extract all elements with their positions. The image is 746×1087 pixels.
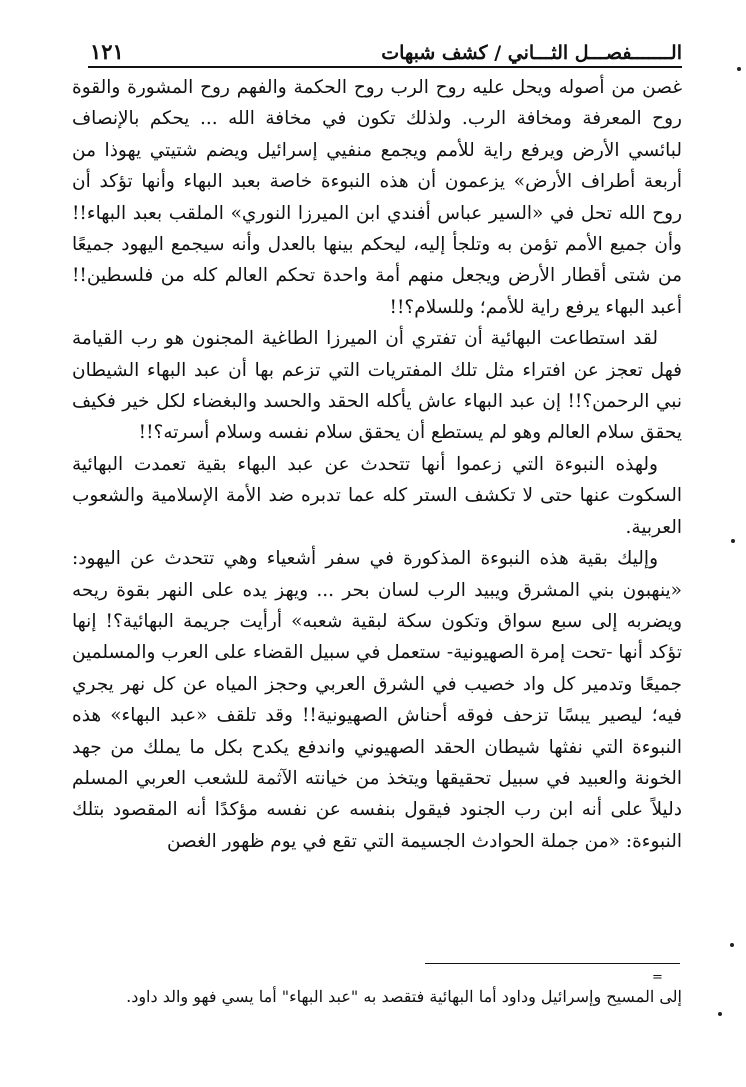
paragraph-2: لقد استطاعت البهائية أن تفتري أن الميرزا الطاغية المجنون هو رب القيامة فهل تعجز عن افتراء مثل تلك المفتريات التي تزعم بها أن عبد البهاء الشيطان نبي الرحمن؟!! إن عبد البهاء عاش يأكله الحقد والحسد والبغضاء لكل خير فكيف يحقق سلام العالم وهو لم يستطع أن يحقق سلام نفسه وسلام أسرته؟!! <box>72 328 682 444</box>
paragraph-4: وإليك بقية هذه النبوءة المذكورة في سفر أشعياء وهي تتحدث عن اليهود: «ينهبون بني المشرق ويبيد الرب لسان بحر ... ويهز يده على النهر بقوة ريحه ويضربه إلى سبع سواق وتكون سكة لبقية شعبه» أرأيت جريمة البهائية؟! إنها تؤكد أنها -تحت إمرة الصهيونية- ستعمل في سبيل القضاء على العرب والمسلمين جميعًا وتدمير كل واد خصيب في الشرق العربي وحجز المياه عن كل نهر يجري فيه؛ ليصير يبسًا تزحف فوقه أحناش الصهيونية!! وقد تلقف «عبد البهاء» هذه النبوءة التي نفثها شيطان الحقد الصهيوني واندفع يكدح بكل ما يملك من جهد الخونة والعبيد في سبيل تحقيقها ويتخذ من خيانته الآثمة للشعب العربي المسلم دليلاً على أنه ابن رب الجنود فيقول بنفسه عن نفسه مؤكدًا أنه المقصود بتلك النبوءة: «من جملة الحوادث الجسيمة التي تقع في يوم ظهور الغصن <box>72 548 682 852</box>
page-header <box>90 34 682 64</box>
footnote: إلى المسيح وإسرائيل وداود أما البهائية فتقصد به "عبد البهاء" أما يسي فهو والد داود. <box>126 987 682 1006</box>
scan-dot <box>731 539 735 543</box>
scan-dot <box>730 943 734 947</box>
paragraph-3: ولهذه النبوءة التي زعموا أنها تتحدث عن عبد البهاء بقية تعمدت البهائية السكوت عنها حتى لا تكشف الستر كله عما تدبره ضد الأمة الإسلامية والشعوب العربية. <box>72 453 682 538</box>
paragraph-1: غصن من أصوله ويحل عليه روح الرب روح الحكمة والفهم روح المشورة والقوة روح المعرفة ومخافة الرب. ولذلك تكون في مخافة الله ... يحكم بالإنصاف لبائسي الأرض ويرفع راية للأمم ويجمع منفيي إسرائيل ويضم شتيتي يهوذا من أربعة أطراف الأرض» يزعمون أن هذه النبوءة خاصة بعبد البهاء وأنها تؤكد أن روح الله تحل في «السير عباس أفندي ابن الميرزا النوري» الملقب بعبد البهاء!! وأن جميع الأمم تؤمن به وتلجأ إليه، ليحكم بينها بالعدل وأنه سيجمع اليهود جميعًا من شتى أقطار الأرض ويجعل منهم أمة واحدة تحكم العالم كله من فلسطين!! أعبد البهاء يرفع راية للأمم؛ وللسلام؟!! <box>72 77 682 318</box>
footnote-rule <box>425 963 680 964</box>
page-number: ١٢١ <box>90 39 124 64</box>
header-rule <box>88 66 682 68</box>
scan-dot <box>718 1012 722 1016</box>
body-text <box>72 72 682 857</box>
running-title: الـــــــفصـــل الثـــاني / كشف شبهات <box>381 42 682 64</box>
scan-dot <box>737 67 741 71</box>
footnote-continuation-mark: = <box>652 970 663 985</box>
